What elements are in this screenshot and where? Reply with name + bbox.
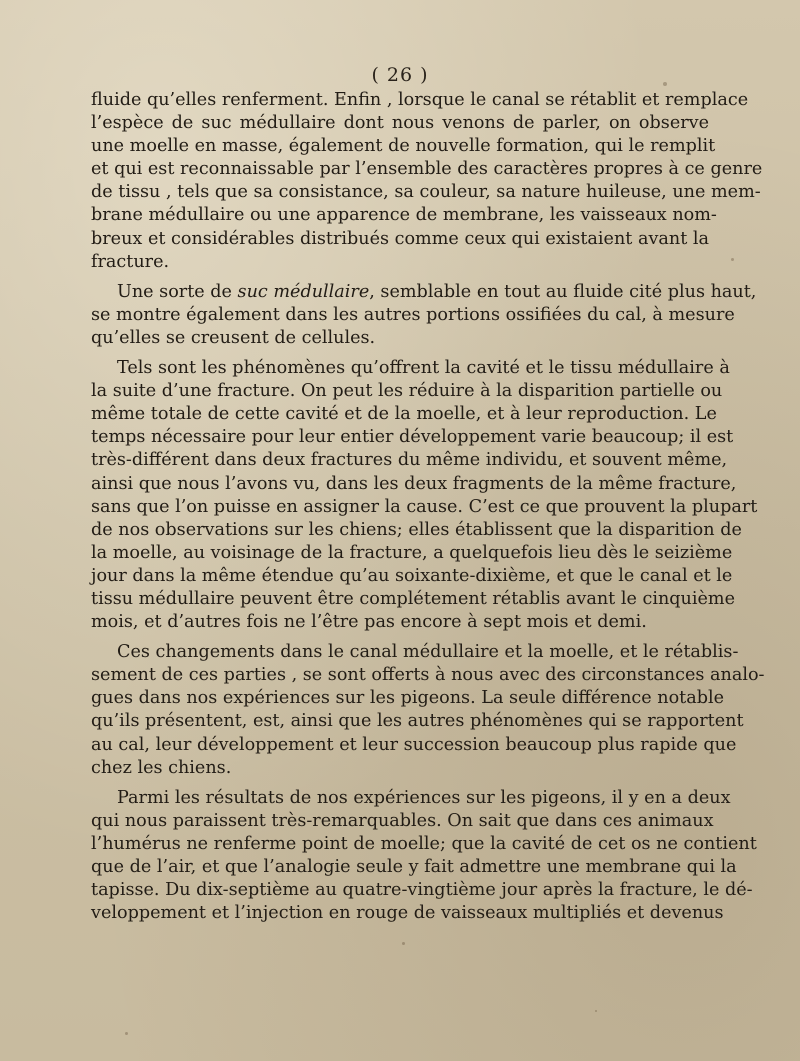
text-line: au cal, leur développement et leur succession beaucoup plus rapide que [91,734,737,755]
text-line: de nos observations sur les chiens; elles établissent que la disparition de [91,519,742,540]
text-line: une moelle en masse, également de nouvelle formation, qui le remplit [91,136,716,157]
text-line: temps nécessaire pour leur entier développement varie beaucoup; il est [91,427,734,448]
body-text [91,89,765,932]
text-line: chez les chiens. [91,757,232,778]
text-line: la suite d’une fracture. On peut les réduire à la disparition partielle ou [91,381,723,402]
text-line: veloppement et l’injection en rouge de vaisseaux multipliés et devenus [91,903,724,924]
text-line: tissu médullaire peuvent être complétement rétablis avant le cinquième [91,588,736,609]
text-run: , semblable en tout au fluide cité plus haut, [369,281,757,302]
paragraph-2 [91,281,757,350]
text-line: l’espèce de suc médullaire dont nous venons de parler, on observe [91,113,709,134]
text-line: de tissu , tels que sa consistance, sa couleur, sa nature huileuse, une mem- [91,182,761,203]
text-line: sans que l’on puisse en assigner la cause. C’est ce que prouvent la plupart [91,496,758,517]
text-line [91,281,757,304]
text-line: fracture. [91,251,170,272]
text-line: que de l’air, et que l’analogie seule y fait admettre une membrane qui la [91,857,737,877]
paper-speck [663,82,667,86]
text-line: jour dans la même étendue qu’au soixante-dixième, et que le canal et le [91,565,733,586]
text-line: Tels sont les phénomènes qu’offrent la cavité et le tissu médullaire à [117,358,730,379]
text-line: qui nous paraissent très-remarquables. On sait que dans ces animaux [91,810,714,831]
text-line: breux et considérables distribués comme ceux qui existaient avant la [91,228,709,249]
text-line: gues dans nos expériences sur les pigeons. La seule différence notable [91,688,725,709]
paragraph-1 [91,89,763,274]
text-line: même totale de cette cavité et de la moelle, et à leur reproduction. Le [91,404,717,425]
text-line: ainsi que nous l’avons vu, dans les deux fragments de la même fracture, [91,473,737,494]
text-line: Ces changements dans le canal médullaire et la moelle, et le rétablis- [117,642,739,663]
paper-speck [595,1010,597,1012]
text-line: mois, et d’autres fois ne l’être pas encore à sept mois et demi. [91,612,647,633]
paragraph-5 [91,787,757,926]
text-line: qu’elles se creusent de cellules. [91,327,376,348]
page-number: ( 26 ) [371,64,429,86]
text-line: se montre également dans les autres portions ossifiées du cal, à mesure [91,304,735,325]
text-line: la moelle, au voisinage de la fracture, a quelquefois lieu dès le seizième [91,542,733,563]
paragraph-3 [91,357,758,634]
text-line: fluide qu’elles renferment. Enfin , lorsque le canal se rétablit et remplace [91,90,749,110]
text-line: l’humérus ne renferme point de moelle; que la cavité de cet os ne contient [91,833,757,854]
text-line: tapisse. Du dix-septième au quatre-vingtième jour après la fracture, le dé- [91,880,753,901]
text-line: Parmi les résultats de nos expériences sur les pigeons, il y en a deux [117,787,731,808]
paper-speck [125,1032,128,1035]
text-line: sement de ces parties , se sont offerts à nous avec des circonstances analo- [91,665,765,686]
text-line: très-différent dans deux fractures du même individu, et souvent même, [91,450,728,471]
text-line: et qui est reconnaissable par l’ensemble des caractères propres à ce genre [91,159,763,180]
paper-speck [731,258,734,261]
text-run: Une sorte de [117,281,238,302]
paper-speck [402,942,405,945]
italic-term: suc médullaire [237,281,370,302]
text-line: qu’ils présentent, est, ainsi que les autres phénomènes qui se rapportent [91,711,744,732]
text-line: brane médullaire ou une apparence de membrane, les vaisseaux nom- [91,205,717,226]
paragraph-4 [91,641,765,780]
